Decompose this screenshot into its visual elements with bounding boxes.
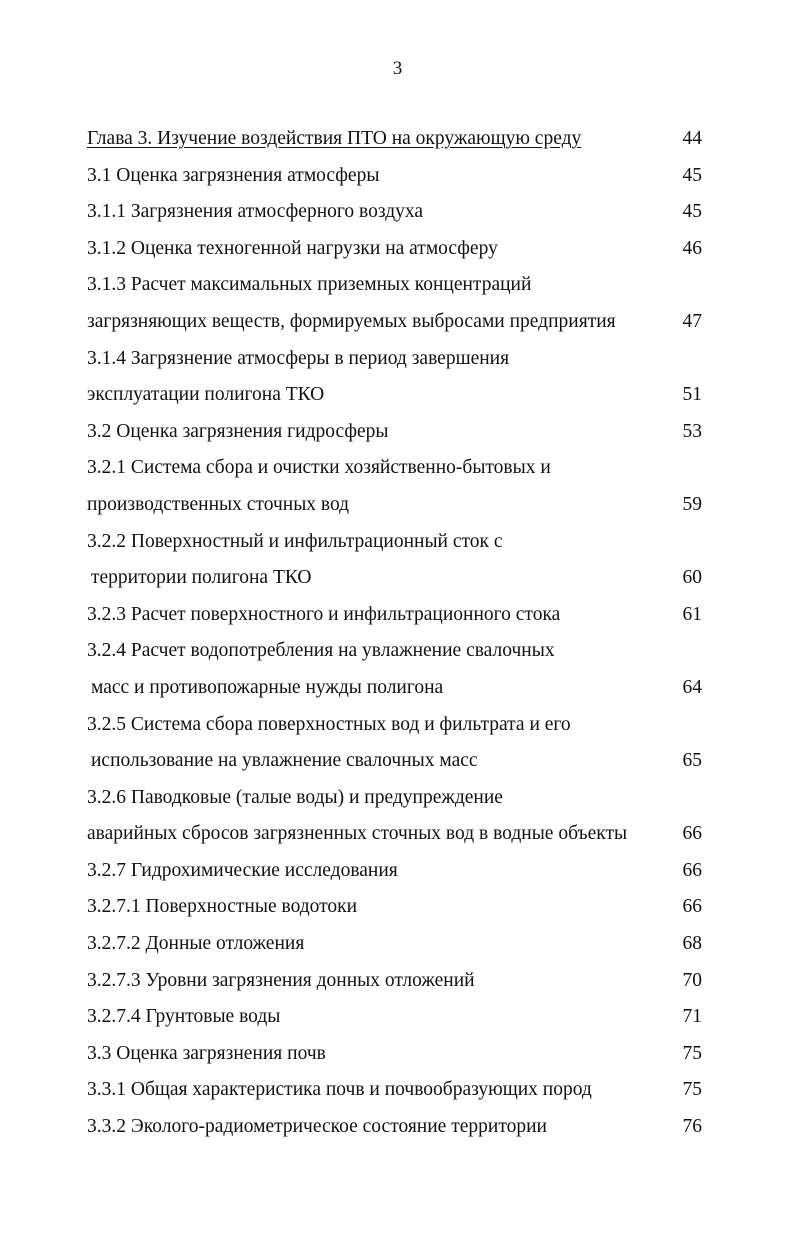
toc-entry-title: 3.2.7.2 Донные отложения [87,933,305,955]
toc-entry-title: 3.2.7 Гидрохимические исследования [87,859,398,881]
toc-entry-title: 3.1.1 Загрязнения атмосферного воздуха [87,201,424,223]
toc-entry-title: 3.2.3 Расчет поверхностного и инфильтрационного стока [87,603,561,625]
toc-entry-title: эксплуатации полигона ТКО [87,384,325,406]
toc-entry[interactable] [87,158,712,195]
toc-entry-page: 75 [682,1079,702,1101]
toc-entry-page: 68 [682,933,702,955]
toc-entry-title: 3.1.3 Расчет максимальных приземных концентраций [87,274,532,296]
toc-entry-title: 3.3.2 Эколого-радиометрическое состояние территории [87,1116,547,1138]
toc-entry-page: 59 [682,493,702,515]
toc-entry-page: 47 [682,310,702,332]
toc-entry-title: аварийных сбросов загрязненных сточных вод в водные объекты [87,823,628,845]
toc-entry[interactable] [87,341,712,378]
toc-entry-continuation[interactable] [87,560,712,597]
toc-entry-title: масс и противопожарные нужды полигона [91,676,444,698]
toc-entry-page: 64 [682,676,702,698]
toc-entry-page: 45 [682,201,702,223]
toc-entry-title: 3.2 Оценка загрязнения гидросферы [87,420,389,442]
toc-entry-continuation[interactable] [87,816,712,853]
toc-entry-page: 66 [682,823,702,845]
toc-entry[interactable] [87,1109,712,1146]
toc-entry[interactable] [87,780,712,817]
toc-entry-page: 61 [682,603,702,625]
toc-entry[interactable] [87,963,712,1000]
toc-entry-title: 3.2.7.3 Уровни загрязнения донных отложений [87,969,475,991]
toc-entry-page: 71 [682,1006,702,1028]
toc-entry-title: 3.2.4 Расчет водопотребления на увлажнение свалочных [87,640,555,662]
toc-entry-page: 60 [682,567,702,589]
toc-entry-title: 3.2.6 Паводковые (талые воды) и предупреждение [87,786,503,808]
toc-entry[interactable] [87,524,712,561]
table-of-contents [87,121,712,1146]
toc-entry-page: 53 [682,420,702,442]
toc-entry-page: 66 [682,859,702,881]
toc-entry-continuation[interactable] [87,743,712,780]
toc-entry-title: 3.1 Оценка загрязнения атмосферы [87,164,380,186]
toc-entry[interactable] [87,853,712,890]
toc-entry[interactable] [87,597,712,634]
toc-entry-title: 3.2.7.4 Грунтовые воды [87,1006,281,1028]
toc-entry[interactable] [87,1036,712,1073]
toc-entry-title: 3.2.5 Система сбора поверхностных вод и фильтрата и его [87,713,571,735]
toc-entry[interactable] [87,414,712,451]
toc-entry[interactable] [87,707,712,744]
toc-entry-title: использование на увлажнение свалочных масс [91,750,478,772]
page-number: 3 [392,58,403,79]
toc-entry-continuation[interactable] [87,304,712,341]
toc-entry[interactable] [87,999,712,1036]
toc-entry-chapter-3[interactable] [87,121,712,158]
toc-entry-page: 76 [682,1116,702,1138]
toc-entry[interactable] [87,450,712,487]
toc-entry-page: 44 [682,128,702,149]
toc-entry-page: 65 [682,750,702,772]
toc-entry[interactable] [87,231,712,268]
toc-entry-title: производственных сточных вод [87,493,350,515]
toc-entry[interactable] [87,267,712,304]
toc-entry-title: 3.3.1 Общая характеристика почв и почвообразующих пород [87,1079,592,1101]
toc-entry-page: 45 [682,164,702,186]
toc-entry-page: 75 [682,1042,702,1064]
toc-entry[interactable] [87,1072,712,1109]
toc-entry-title: 3.1.2 Оценка техногенной нагрузки на атмосферу [87,237,498,259]
toc-entry-page: 46 [682,237,702,259]
toc-entry-title: 3.1.4 Загрязнение атмосферы в период завершения [87,347,510,369]
toc-entry-title: 3.2.7.1 Поверхностные водотоки [87,896,358,918]
toc-entry[interactable] [87,889,712,926]
toc-entry-title: 3.3 Оценка загрязнения почв [87,1042,326,1064]
toc-entry-title: загрязняющих веществ, формируемых выбросами предприятия [87,310,616,332]
toc-entry-page: 70 [682,969,702,991]
toc-entry-page: 66 [682,896,702,918]
toc-entry-continuation[interactable] [87,670,712,707]
toc-entry-title: Глава 3. Изучение воздействия ПТО на окружающую среду [87,128,582,149]
toc-entry[interactable] [87,633,712,670]
toc-entry-title: территории полигона ТКО [91,567,312,589]
toc-entry-title: 3.2.2 Поверхностный и инфильтрационный сток с [87,530,503,552]
toc-entry-title: 3.2.1 Система сбора и очистки хозяйственно-бытовых и [87,457,551,479]
toc-entry[interactable] [87,926,712,963]
toc-entry-continuation[interactable] [87,377,712,414]
toc-entry-page: 51 [682,384,702,406]
toc-entry-continuation[interactable] [87,487,712,524]
toc-entry[interactable] [87,194,712,231]
